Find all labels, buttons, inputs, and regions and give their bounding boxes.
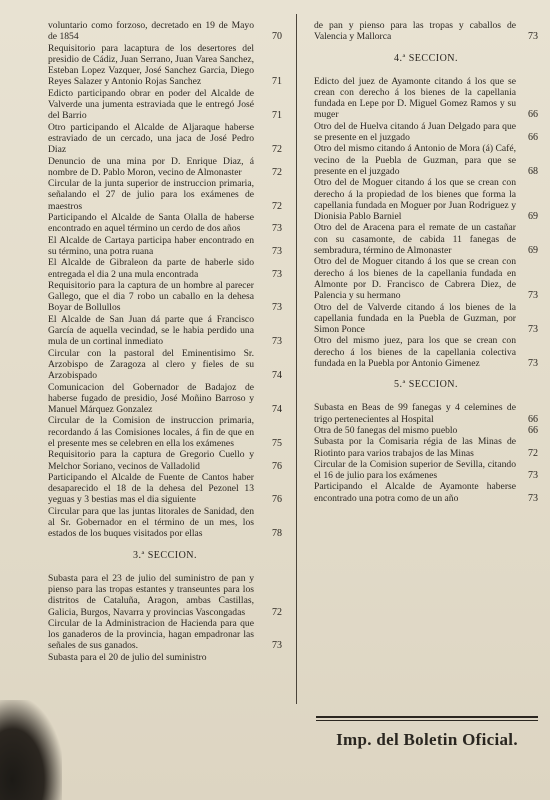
index-entry [48,122,282,156]
entry-text: Subasta en Beas de 99 fanegas y 4 celemines de trigo pertenecientes al Hospital [314,402,516,425]
page-number: 73 [528,358,538,370]
index-entry [314,256,538,301]
index-entry [48,212,282,235]
footer-rule [316,716,538,718]
right-entry-list-4 [314,76,538,370]
entry-text: Requisitorio para la captura de un hombre al parecer Gallego, que el dia 7 robo un caballo en la dehesa Boyar de Bollullos [48,279,254,314]
index-entry [48,20,282,43]
page-number: 71 [272,110,282,122]
page-number: 72 [272,144,282,156]
entry-text: Subasta para el 23 de julio del suministro de pan y pienso para las tropas estantes y transeuntes para los distritos de Cataluña, Aragon, ambas Castillas, Galicia, Burgos, Navarra y provincias Vascongadas [48,572,254,618]
index-entry [314,436,538,459]
page-number: 74 [272,404,282,416]
page-number: 69 [528,211,538,223]
entry-text: El Alcalde de San Juan dá parte que á Francisco García de aquella vecindad, se le habia perdido una mula de un cortinal inmediato [48,313,254,348]
entry-text: Otro participando el Alcalde de Aljaraque haberse estraviado de un cercado, una jaca de José Pedro Diaz [48,121,254,156]
section-title-3: 3.ª SECCION. [132,549,198,561]
page-number: 73 [272,336,282,348]
index-entry [48,280,282,314]
page-number: 73 [272,268,282,280]
entry-text: Subasta para el 20 de julio del suministro [48,651,207,663]
footer-rule-thin [316,720,538,721]
entry-text: Circular de la junta superior de instruccion primaria, señalando el 27 de julio para los exámenes de maestros [48,178,254,212]
entry-text: Participando el Alcalde de Fuente de Cantos haber desaparecido el 18 de la dehesa del Pezonel 13 yeguas y 3 bestias mas el dia siguiente [48,471,254,506]
section-title-5: 5.ª SECCION. [393,379,459,391]
index-entry [48,314,282,348]
page-number: 70 [272,31,282,43]
index-entry [48,472,282,506]
entry-text: Circular de la Comision de instruccion primaria, recordando á las Comisiones locales, á fin de que en el presente mes se celebren en ella los exámenes [48,415,254,449]
page-number: 78 [272,528,282,540]
page-number: 73 [272,640,282,652]
index-entry [314,481,538,504]
index-entry [314,459,538,482]
entry-text: Subasta por la Comisaria régia de las Minas de Riotinto para varios trabajos de las Minas [314,436,516,459]
entry-text: Requisitorio para lacaptura de los desertores del presidio de Cádiz, Juan Serrano, Juan Varea Sanchez, Esteban Lopez Vazquer, José Sanchez Garcia, Diego Reyes Salazer y Antonio Rojas Sanchez [48,42,254,88]
index-entry [48,348,282,382]
page-number: 71 [272,76,282,88]
page-number: 73 [528,492,538,504]
page-number: 72 [528,447,538,459]
index-entry [48,88,282,122]
entry-text: Edicto del juez de Ayamonte citando á los que se crean con derecho á los bienes de la capellania fundada en Lepe por D. Miguel Gomez Ramos y su muger [314,75,516,121]
page-number: 72 [272,166,282,178]
index-entry [48,506,282,540]
entry-text: Otro del de Huelva citando á Juan Delgado para que se presente en el juzgado [314,120,516,144]
entry-text: Edicto participando obrar en poder del Alcalde de Valverde una jumenta estraviada que le entregó José del Barrio [48,87,254,122]
section-title-4: 4.ª SECCION. [393,52,459,64]
index-entry [48,235,282,258]
page-number: 66 [528,109,538,121]
entry-text: Otro del mismo juez, para los que se crean con derecho á los bienes de la capellania colectiva fundada en la Puebla por Antonio Gimenez [314,335,516,370]
index-entry [314,425,538,436]
index-entry [48,178,282,212]
page-number: 73 [272,302,282,314]
index-entry [314,402,538,425]
page-number: 76 [272,494,282,506]
index-entry [314,143,538,177]
left-column [48,20,282,663]
entry-text: Otro del de Aracena para el remate de un castañar con su casamonte, de cabida 11 fanegas de sembradura, término de Almonaster [314,222,516,257]
entry-text: Comunicacion del Gobernador de Badajoz de haberse fugado de presidio, José Moñino Barroso y Manuel Márquez Gonzalez [48,381,254,416]
page-number: 73 [528,31,538,43]
entry-text: Otro del de Moguer citando á los que se crean con derecho á la propiedad de los bienes que forma la capellania fundada en Moguer por Juan Rodriguez y Dionisia Pablo Barniel [314,177,516,223]
index-entry [48,618,282,652]
entry-text: Denuncio de una mina por D. Enrique Diaz, á nombre de D. Pablo Moron, vecino de Almonaster [48,155,254,178]
entry-text: Requisitorio para la captura de Gregorio Cuello y Melchor Soriano, vecinos de Valladolid [48,449,254,472]
page-number: 72 [272,606,282,618]
entry-text: Otro del mismo citando á Antonio de Mora (á) Café, vecino de la Puebla de Guzman, para que se presente en el juzgado [314,143,516,177]
index-entry [314,302,538,336]
entry-text: Circular con la pastoral del Eminentisimo Sr. Arzobispo de Zaragoza al clero y fieles de su Arzobispado [48,347,254,382]
index-entry [48,257,282,280]
imprint: Imp. del Boletin Oficial. [336,730,518,749]
page-number: 73 [528,470,538,482]
entry-text: Circular de la Administracion de Hacienda para que los ganaderos de la provincia, hagan empadronar las señales de sus ganados. [48,617,254,652]
entry-text: voluntario como forzoso, decretado en 19 de Mayo de 1854 [48,20,254,43]
page-number: 68 [528,165,538,177]
page-number: 69 [528,245,538,257]
page-number: 74 [272,370,282,382]
entry-text: El Alcalde de Gibraleon da parte de haberle sido entregada el dia 2 una mula encontrada [48,257,254,280]
page-number: 76 [272,460,282,472]
left-entry-list-2 [48,573,282,663]
index-entry [48,156,282,179]
left-entry-list [48,20,282,540]
entry-text: de pan y pienso para las tropas y caballos de Valencia y Mallorca [314,20,516,43]
page-number: 72 [272,200,282,212]
entry-text: Participando el Alcalde de Ayamonte haberse encontrado una potra como de un año [314,481,516,504]
index-entry [48,652,282,663]
page-number: 73 [528,290,538,302]
entry-text: Circular para que las juntas litorales de Sanidad, den al Sr. Gobernador en el término de un mes, los estados de los buques visitados por ellas [48,505,254,540]
page-number: 66 [528,424,538,436]
page-number: 73 [272,223,282,235]
index-entry [48,43,282,88]
column-divider [296,14,297,704]
index-entry [314,177,538,222]
index-entry [48,382,282,416]
page-number: 73 [272,245,282,257]
right-column [314,20,538,504]
entry-text: Otro del de Moguer citando á los que se crean con derecho á los bienes de la capellania fundada en Almonte por D. Francisco de Cabrera Diez, de Palencia y su hermano [314,256,516,302]
entry-text: Participando el Alcalde de Santa Olalla de haberse encontrado en aquel término un cerdo de dos años [48,212,254,235]
index-entry [314,121,538,144]
page-number: 75 [272,437,282,449]
entry-text: Otro del de Valverde citando á los bienes de la capellania fundada en la Puebla de Guzman, por Simon Ponce [314,301,516,336]
index-entry [48,415,282,449]
index-entry [48,573,282,618]
paper-damage [0,700,62,800]
index-entry [314,222,538,256]
page-number: 73 [528,324,538,336]
index-entry [314,335,538,369]
entry-text: El Alcalde de Cartaya participa haber encontrado en su término, una potra ruana [48,234,254,257]
right-entry-list [314,20,538,43]
right-entry-list-5 [314,402,538,504]
index-entry [314,20,538,43]
entry-text: Circular de la Comision superior de Sevilla, citando el 16 de julio para los exámenes [314,458,516,482]
index-entry [314,76,538,121]
entry-text: Otra de 50 fanegas del mismo pueblo [314,424,458,436]
page-number: 66 [528,413,538,425]
index-entry [48,449,282,472]
page-number: 66 [528,132,538,144]
